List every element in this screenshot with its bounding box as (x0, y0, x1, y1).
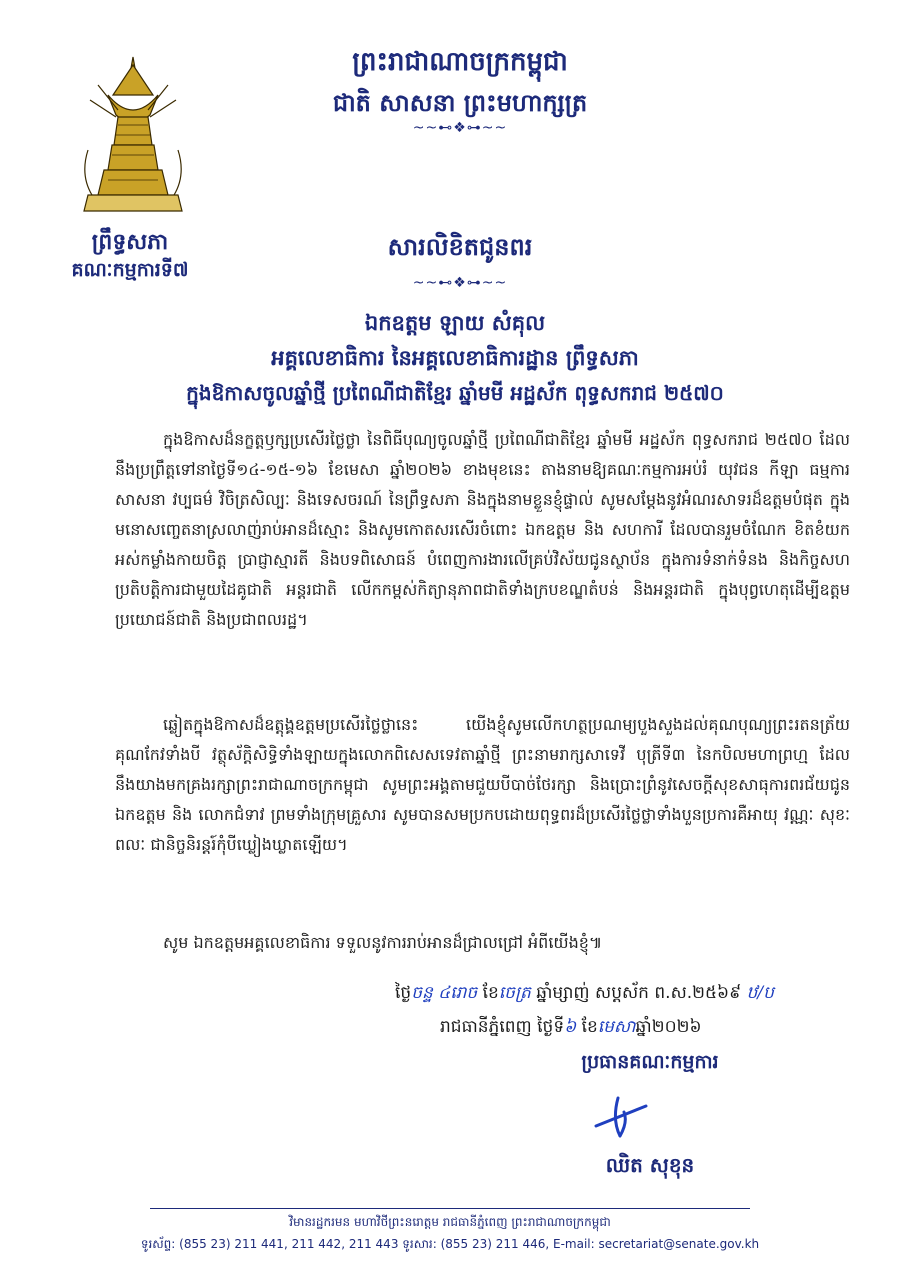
handwritten-signature (588, 1092, 658, 1146)
occasion-line: ក្នុងឱកាសចូលឆ្នាំថ្មី ប្រពៃណីជាតិខ្មែរ ឆ្នាំមមី អដ្ឋស័ក ពុទ្ធសករាជ ២៥៧០ (186, 381, 724, 405)
closing-line: សូម ឯកឧត្តមអគ្គលេខាធិការ ទទួលនូវការរាប់អានដ៏ជ្រាលជ្រៅ អំពីយើងខ្ញុំ៕ (163, 933, 603, 952)
header-ornament: ~~⊷❖⊶~~ (412, 120, 508, 136)
solar-date-line (440, 1012, 860, 1042)
document-title: សារលិខិតជូនពរ (387, 233, 533, 261)
national-motto: ជាតិ សាសនា ព្រះមហាក្សត្រ (332, 89, 588, 117)
kingdom-heading: ព្រះរាជាណាចក្រកម្ពុជា (352, 47, 568, 77)
recipient-position: អគ្គលេខាធិការ នៃអគ្គលេខាធិការដ្ឋាន ព្រឹទ្ធសភា (271, 346, 639, 370)
lunar-date-prefix: ថ្ងៃ (395, 983, 412, 1003)
signatory-name: ឈិត សុខុន (605, 1153, 695, 1177)
lunar-date-rest: ឆ្នាំម្សាញ់ សប្តស័ក ព.ស.២៥៦៩ (536, 983, 742, 1003)
footer-address: វិមានរដ្ឋករមន មហាវិថីព្រះនរោត្តម រាជធានីភ្នំពេញ ព្រះរាជាណាចក្រកម្ពុជា (289, 1215, 611, 1229)
solar-date-prefix: រាជធានីភ្នំពេញ ថ្ងៃទី (440, 1017, 565, 1037)
solar-month-label: ខែ (581, 1017, 598, 1037)
institution-name: ព្រឹទ្ធសភា (91, 230, 169, 255)
senate-emblem-logo (78, 55, 188, 215)
handwritten-initials: ឋ/ប (746, 983, 774, 1003)
recipient-name: ឯកឧត្តម ឡាយ សំគុល (364, 311, 546, 335)
committee-name: គណៈកម្មការទី៧ (71, 259, 189, 281)
solar-year: ឆ្នាំ២០២៦ (635, 1017, 702, 1037)
footer-contact: ទូរស័ព្ទ: (855 23) 211 441, 211 442, 211 443 ទូរសារ: (855 23) 211 446, E-mail: secretariat@senate.gov.kh (140, 1237, 760, 1251)
solar-day-handwritten: ៦ (564, 1017, 577, 1037)
lunar-day-handwritten: ចន្ទ ៤រោច (411, 983, 478, 1003)
body-paragraph-2: ឆ្លៀតក្នុងឱកាសដ៏ឧត្តុង្គឧត្តមប្រសើរថ្លៃថ្លានេះ យើងខ្ញុំសូមលើកហត្ថប្រណម្យបួងសួងដល់គុណបុណ្យព្រះរតនត្រ័យគុណកែវទាំងបី វត្ថុស័ក្តិសិទ្ធិទាំងឡាយក្នុងលោកពិសេសទេវតាឆ្នាំថ្មី ព្រះនាមរាក្សសាទេវី បុត្រីទី៣ នៃកបិលមហាព្រហ្ម ដែលនឹងយាងមកគ្រងរក្សាព្រះរាជាណាចក្រកម្ពុជា សូមព្រះអង្គតាមជួយបីបាច់ថែរក្សា និងប្រោះព្រំនូវសេចក្តីសុខសាធុការពរជ័យជូន ឯកឧត្តម និង លោកជំទាវ ព្រមទាំងក្រុមគ្រួសារ សូមបានសមប្រកបដោយពុទ្ធពរដ៏ប្រសើរថ្លៃថ្លាទាំងបួនប្រការគឺអាយុ វណ្ណៈ សុខៈ ពលៈ ជានិច្ចនិរន្តរ៍កុំបីឃ្លៀងឃ្លាតឡើយ។ (115, 715, 850, 854)
lunar-date-line (395, 978, 875, 1008)
body-paragraph-1: ក្នុងឱកាសដ៏នក្ខត្តឫក្សប្រសើរថ្លៃថ្លា នៃពិធីបុណ្យចូលឆ្នាំថ្មី ប្រពៃណីជាតិខ្មែរ ឆ្នាំមមី អដ្ឋស័ក ពុទ្ធសករាជ ២៥៧០ ដែលនឹងប្រព្រឹត្តទៅនាថ្ងៃទី១៤-១៥-១៦ ខែមេសា ឆ្នាំ២០២៦ ខាងមុខនេះ តាងនាមឱ្យគណៈកម្មការអប់រំ យុវជន កីឡា ធម្មការ សាសនា វប្បធម៌ វិចិត្រសិល្បៈ និងទេសចរណ៍ នៃព្រឹទ្ធសភា និងក្នុងនាមខ្លួនខ្ញុំផ្ទាល់ សូមសម្ដែងនូវអំណរសាទរដ៏ឧត្ដមបំផុត ក្នុងមនោសញ្ចេតនាស្រលាញ់រាប់អានដ៏ស្មោះ និងសូមកោតសរសើរចំពោះ ឯកឧត្តម និង សហការី ដែលបានរួមចំណែក ខិតខំយកអស់កម្លាំងកាយចិត្ត ប្រាជ្ញាស្មារតី និងបទពិសោធន៍ បំពេញការងារលើគ្រប់វិស័យជូនស្ថាប័ន ក្នុងការទំនាក់ទំនង និងកិច្ចសហប្រតិបត្តិការជាមួយដៃគូជាតិ អន្តរជាតិ លើកកម្ពស់កិត្យានុភាពជាតិទាំងក្របខណ្ឌតំបន់ និងអន្តរជាតិ ក្នុងបុព្វហេតុដើម្បីឧត្តមប្រយោជន៍ជាតិ និងប្រជាពលរដ្ឋ។ (115, 430, 850, 629)
solar-month-handwritten: មេសា (597, 1017, 636, 1037)
title-ornament: ~~⊷❖⊶~~ (412, 275, 508, 291)
lunar-month-label: ខែ (482, 983, 499, 1003)
signatory-title: ប្រធានគណៈកម្មការ (581, 1051, 719, 1073)
lunar-month-handwritten: ចេត្រ (498, 983, 531, 1003)
footer-divider (150, 1208, 750, 1209)
